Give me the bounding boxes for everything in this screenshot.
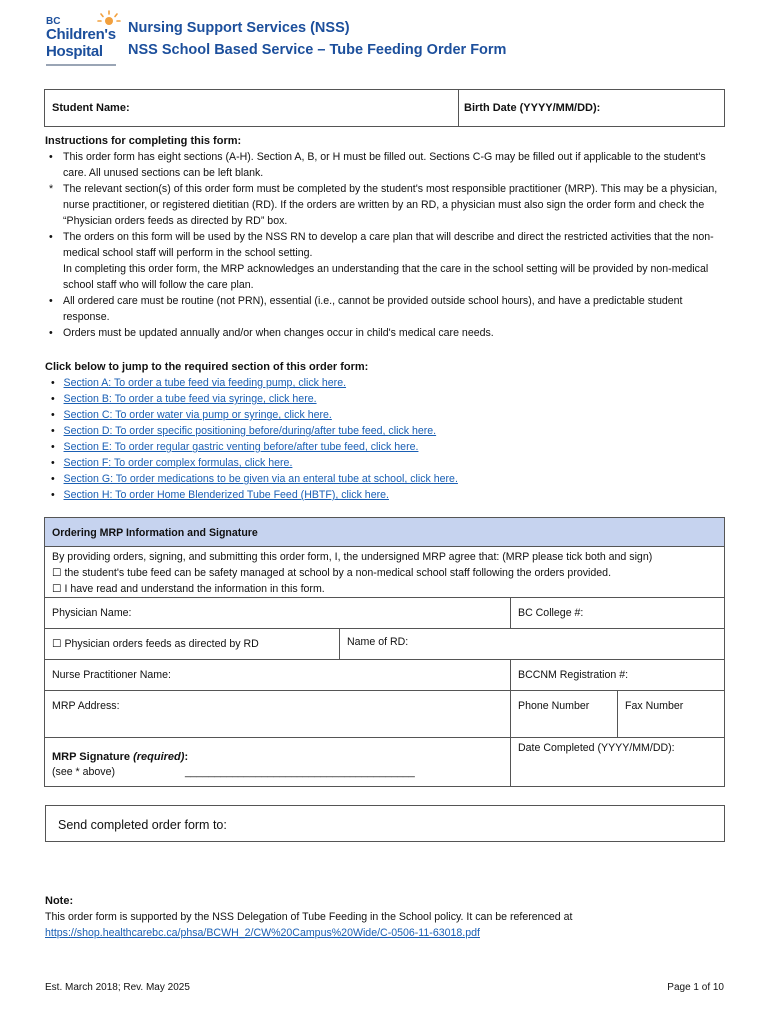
agreement-text: By providing orders, signing, and submitting this order form, I, the undersigned MRP agree that: (MRP please tick both and sign): [52, 551, 653, 563]
list-item: • Section F: To order complex formulas, click here.: [51, 457, 293, 469]
student-name-label: Student Name:: [52, 102, 130, 114]
phone-number-field[interactable]: Phone Number: [510, 691, 617, 737]
address-row: [45, 691, 724, 738]
mrp-address-field[interactable]: MRP Address:: [52, 700, 120, 712]
checkbox-read-understand[interactable]: ☐ I have read and understand the information in this form.: [52, 583, 325, 595]
list-item: • Section E: To order regular gastric venting before/after tube feed, click here.: [51, 441, 419, 453]
link-section-e[interactable]: Section E: To order regular gastric venting before/after tube feed, click here.: [63, 441, 419, 453]
list-item: • Section A: To order a tube feed via feeding pump, click here.: [51, 377, 347, 389]
instructions-list: [45, 149, 725, 341]
note-heading: Note:: [45, 895, 74, 907]
link-section-h[interactable]: Section H: To order Home Blenderized Tube Feed (HBTF), click here.: [63, 489, 389, 501]
list-item: * The relevant section(s) of this order form must be completed by the student's most responsible practitioner (MRP). This may be a physician, nurse practitioner, or registered dietitian (RD). If the orders are written by an RD, a physician must also sign the order form and check the “Physician orders feeds as directed by RD” box.: [49, 183, 718, 227]
footer-revision: Est. March 2018; Rev. May 2025: [45, 982, 190, 993]
jump-heading: Click below to jump to the required section of this order form:: [45, 361, 369, 373]
list-item: • Orders must be updated annually and/or when changes occur in child's medical care needs.: [49, 327, 494, 339]
link-section-f[interactable]: Section F: To order complex formulas, click here.: [63, 457, 293, 469]
physician-row: [45, 598, 724, 629]
list-item: • Section D: To order specific positioning before/during/after tube feed, click here.: [51, 425, 437, 437]
signature-line[interactable]: _______________________________________: [185, 766, 415, 778]
list-item: • Section C: To order water via pump or syringe, click here.: [51, 409, 332, 421]
note-text: This order form is supported by the NSS Delegation of Tube Feeding in the School policy. It can be referenced at: [45, 911, 573, 923]
mrp-info-table: [44, 517, 725, 787]
checkbox-physician-rd[interactable]: ☐ Physician orders feeds as directed by RD: [52, 638, 259, 650]
logo-bc: BC: [46, 16, 61, 27]
np-name-field[interactable]: Nurse Practitioner Name:: [52, 669, 171, 681]
mrp-heading: Ordering MRP Information and Signature: [52, 527, 258, 539]
list-item: • Section H: To order Home Blenderized Tube Feed (HBTF), click here.: [51, 489, 389, 501]
divider: [458, 90, 459, 126]
see-above-note: (see * above): [52, 766, 116, 778]
instructions-heading: Instructions for completing this form:: [45, 135, 242, 147]
signature-row: [45, 738, 724, 786]
np-row: [45, 660, 724, 691]
mrp-agreement-row: [45, 547, 724, 598]
student-info-row: [44, 89, 725, 127]
header-title-line1: Nursing Support Services (NSS): [128, 20, 350, 36]
list-item: • The orders on this form will be used by the NSS RN to develop a care plan that will describe and direct the restricted activities that the non-medical school staff will perform in the school setting.: [49, 231, 714, 259]
fax-number-field[interactable]: Fax Number: [617, 691, 724, 737]
link-section-d[interactable]: Section D: To order specific positioning before/during/after tube feed, click here.: [63, 425, 437, 437]
logo-tagline: [46, 64, 116, 66]
note-section: [45, 893, 725, 941]
instructions: [45, 133, 725, 341]
logo-line2: Hospital: [46, 43, 103, 60]
send-to-field[interactable]: Send completed order form to:: [45, 805, 725, 842]
header-title-line2: NSS School Based Service – Tube Feeding Order Form: [128, 42, 507, 58]
list-item: • Section G: To order medications to be given via an enteral tube at school, click here.: [51, 473, 458, 485]
bccnm-field[interactable]: BCCNM Registration #:: [510, 660, 724, 690]
bc-childrens-hospital-logo: [46, 8, 120, 66]
footer-page-number: Page 1 of 10: [667, 982, 724, 993]
link-section-c[interactable]: Section C: To order water via pump or syringe, click here.: [63, 409, 332, 421]
link-section-g[interactable]: Section G: To order medications to be given via an enteral tube at school, click here.: [63, 473, 458, 485]
checkbox-safe-managed[interactable]: ☐ the student's tube feed can be safety managed at school by a non-medical school staff following the orders provided.: [52, 567, 612, 579]
bc-college-field[interactable]: BC College #:: [510, 598, 724, 628]
list-item: • This order form has eight sections (A-H). Section A, B, or H must be filled out. Sections C-G may be filled out if applicable to the student's care. All unused sections can be left blank.: [49, 151, 706, 179]
list-item: • Section B: To order a tube feed via syringe, click here.: [51, 393, 317, 405]
list-item: • All ordered care must be routine (not PRN), essential (i.e., cannot be provided outside school hours), and have a predictable student response.: [49, 295, 683, 323]
mrp-table-header: [45, 518, 724, 547]
link-section-b[interactable]: Section B: To order a tube feed via syringe, click here.: [63, 393, 317, 405]
list-item: In completing this order form, the MRP acknowledges an understanding that the care in the school setting will be provided by non-medical school staff who will follow the care plan.: [63, 263, 709, 291]
section-jump-links: [45, 359, 725, 503]
policy-link[interactable]: https://shop.healthcarebc.ca/phsa/BCWH_2/CW%20Campus%20Wide/C-0506-11-63018.pdf: [45, 927, 480, 939]
logo-line1: Children's: [46, 26, 116, 43]
rd-row: [45, 629, 724, 660]
birth-date-label: Birth Date (YYYY/MM/DD):: [464, 102, 601, 114]
name-of-rd-field[interactable]: Name of RD:: [339, 629, 724, 659]
date-completed-field[interactable]: Date Completed (YYYY/MM/DD):: [510, 738, 724, 786]
physician-name-field[interactable]: Physician Name:: [52, 607, 132, 619]
link-section-a[interactable]: Section A: To order a tube feed via feeding pump, click here.: [63, 377, 347, 389]
signature-label: MRP Signature (required):: [52, 751, 189, 763]
